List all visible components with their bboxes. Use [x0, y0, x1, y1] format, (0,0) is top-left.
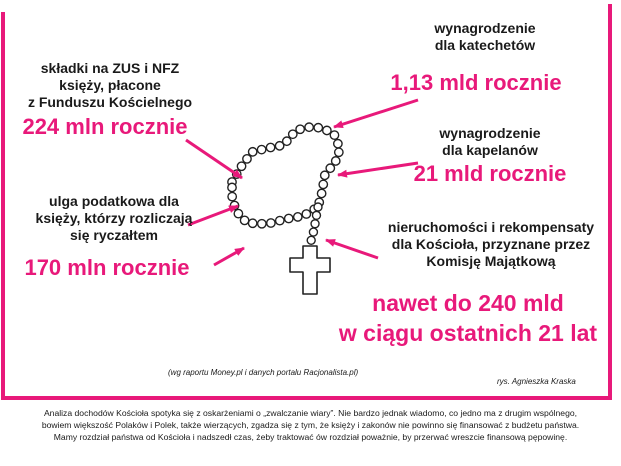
caption	[6, 407, 615, 443]
arrow-icon	[214, 248, 244, 265]
rosary-bead	[312, 211, 320, 219]
rosary-bead	[266, 143, 274, 151]
rosary-bead	[323, 126, 331, 134]
label-line: z Funduszu Kościelnego	[27, 94, 193, 110]
rosary-bead	[285, 214, 293, 222]
rosary-bead	[267, 219, 275, 227]
rosary-bead	[296, 125, 304, 133]
amount-ulga-podatkowa: 170 mln rocznie	[24, 255, 190, 280]
caption-line: Mamy rozdział państwa od Kościoła i nadszedł czas, żeby traktować ów rozdział poważnie, by przerwać wreszcie finansową pępowinę.	[53, 432, 568, 442]
rosary-bead	[228, 192, 236, 200]
label-line: wynagrodzenie	[439, 125, 541, 141]
label-ulga-podatkowa	[8, 193, 220, 244]
label-line: nieruchomości i rekompensaty	[387, 219, 595, 235]
rosary-bead	[334, 139, 342, 147]
label-line: dla kapelanów	[442, 142, 538, 158]
label-line: ulga podatkowa dla	[49, 193, 179, 209]
rosary-bead	[332, 157, 340, 165]
rosary-beads	[228, 123, 343, 244]
cross-icon	[290, 246, 330, 294]
amount-zus-nfz: 224 mln rocznie	[22, 114, 188, 139]
label-line: wynagrodzenie	[434, 20, 536, 36]
rosary-bead	[326, 164, 334, 172]
rosary-bead	[283, 137, 291, 145]
label-line: księży, płacone	[59, 77, 161, 93]
rosary-bead	[234, 209, 242, 217]
rosary-bead	[314, 123, 322, 131]
rosary-bead	[307, 236, 315, 244]
rosary-bead	[317, 189, 325, 197]
rosary-bead	[302, 210, 310, 218]
rosary-bead	[305, 123, 313, 131]
rosary-bead	[237, 162, 245, 170]
rosary-bead	[243, 155, 251, 163]
amount-line: nawet do 240 mld	[372, 290, 564, 316]
rosary-bead	[319, 180, 327, 188]
amount-kapelani: 21 mld rocznie	[413, 161, 567, 186]
illustration-credit: rys. Agnieszka Kraska	[497, 377, 576, 386]
label-line: księży, którzy rozliczają	[35, 210, 193, 226]
rosary-bead	[330, 131, 338, 139]
source-note: (wg raportu Money.pl i danych portalu Racjonalista.pl)	[168, 368, 359, 377]
rosary-bead	[248, 219, 256, 227]
arrow-icon	[334, 100, 418, 127]
rosary-bead	[309, 228, 317, 236]
label-line: Komisję Majątkową	[426, 253, 556, 269]
caption-line: Analiza dochodów Kościoła spotyka się z oskarżeniami o „zwalczanie wiary”. Nie bardzo jednak wiadomo, co jedno ma z drugim wspólnego,	[43, 408, 578, 418]
rosary-bead	[258, 220, 266, 228]
rosary-bead	[321, 171, 329, 179]
label-nieruchomosci	[376, 219, 606, 270]
rosary-bead	[311, 220, 319, 228]
rosary-bead	[294, 213, 302, 221]
amount-katecheci: 1,13 mld rocznie	[390, 70, 562, 95]
rosary-bead	[248, 148, 256, 156]
label-line: dla katechetów	[434, 37, 536, 53]
label-line: się ryczałtem	[70, 227, 158, 243]
rosary-bead	[314, 203, 322, 211]
caption-line: bowiem większość Polaków i Polek, także wierzących, zgadza się z tym, że księży i zakonów nie powinno się finansować z budżetu państwa.	[41, 420, 580, 430]
label-kapelani	[410, 125, 570, 159]
amount-line: w ciągu ostatnich 21 lat	[338, 320, 598, 346]
label-zus-nfz	[10, 60, 210, 111]
rosary-bead	[335, 148, 343, 156]
label-katecheci	[395, 20, 575, 54]
amount-nieruchomosci	[328, 288, 608, 348]
rosary-bead	[228, 183, 236, 191]
rosary-bead	[257, 145, 265, 153]
arrow-icon	[186, 140, 242, 178]
label-line: składki na ZUS i NFZ	[40, 60, 180, 76]
rosary-bead	[276, 216, 284, 224]
arrow-icon	[326, 240, 378, 258]
label-line: dla Kościoła, przyznane przez	[391, 236, 591, 252]
rosary-bead	[240, 216, 248, 224]
